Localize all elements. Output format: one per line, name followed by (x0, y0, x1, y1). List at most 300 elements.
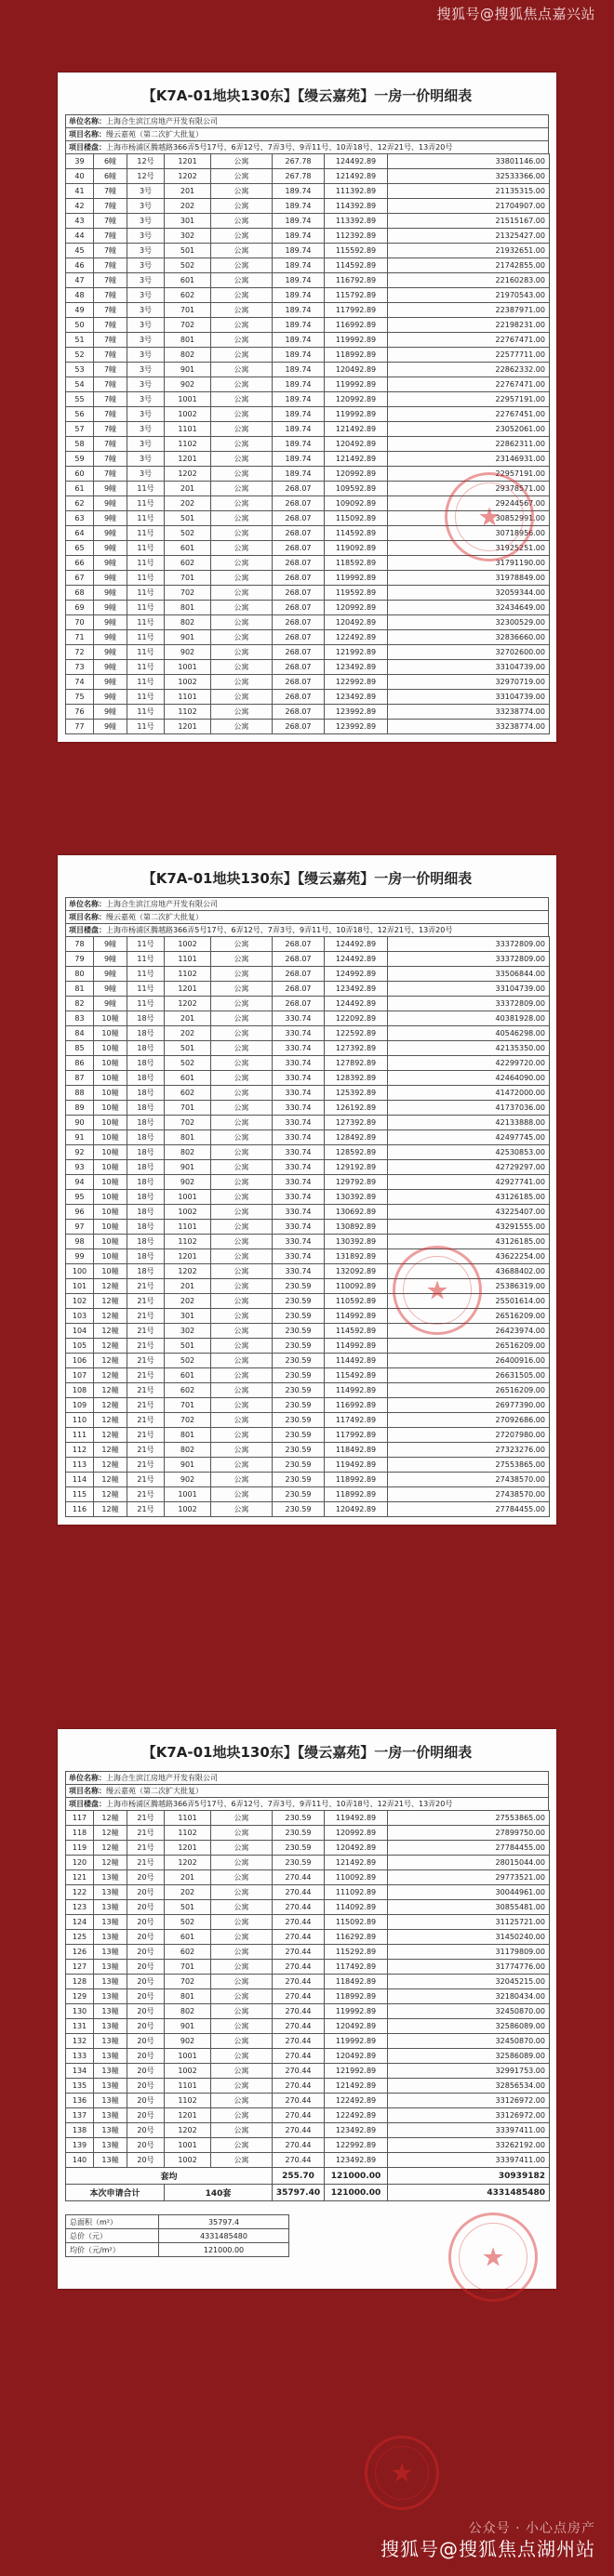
total-row (66, 2185, 550, 2201)
cell-row-index: 138 (66, 2123, 94, 2138)
table-row (66, 660, 550, 675)
cell-unit-price: 119992.89 (325, 377, 388, 392)
cell-usage: 公寓 (211, 199, 273, 214)
cell-usage: 公寓 (211, 997, 273, 1011)
cell-building: 13幢 (94, 2064, 127, 2079)
cell-row-index: 102 (66, 1294, 94, 1309)
table-row (66, 1443, 550, 1458)
cell-room: 702 (165, 1116, 211, 1130)
cell-row-index: 109 (66, 1398, 94, 1413)
cell-usage: 公寓 (211, 511, 273, 526)
cell-total-price: 40381928.00 (388, 1011, 550, 1026)
cell-unit-price: 114592.89 (325, 1324, 388, 1339)
cell-area: 270.44 (273, 2019, 325, 2034)
cell-row-index: 59 (66, 452, 94, 467)
summary-row (66, 2243, 289, 2257)
cell-unit-price: 114992.89 (325, 1383, 388, 1398)
cell-building: 13幢 (94, 2138, 127, 2153)
cell-usage: 公寓 (211, 1975, 273, 1989)
cell-building: 9幢 (94, 526, 127, 541)
cell-total-price: 21742855.00 (388, 258, 550, 273)
cell-row-index: 140 (66, 2153, 94, 2168)
cell-room: 901 (165, 363, 211, 377)
cell-usage: 公寓 (211, 1989, 273, 2004)
cell-unit-price: 125392.89 (325, 1086, 388, 1101)
cell-unit-price: 122492.89 (325, 2108, 388, 2123)
cell-usage: 公寓 (211, 1279, 273, 1294)
cell-area: 330.74 (273, 1056, 325, 1071)
cell-room: 602 (165, 1383, 211, 1398)
table-row (66, 1856, 550, 1870)
average-label: 套均 (66, 2168, 273, 2185)
table-row (66, 1841, 550, 1856)
table-row (66, 690, 550, 705)
project-value: 缦云嘉苑（第二次扩大批复） (106, 913, 203, 921)
cell-doorplate: 3号 (127, 452, 165, 467)
cell-room: 1001 (165, 2049, 211, 2064)
cell-doorplate: 3号 (127, 363, 165, 377)
unit-label: 单位名称： (69, 900, 106, 908)
cell-area: 267.78 (273, 154, 325, 169)
cell-unit-price: 110092.89 (325, 1870, 388, 1885)
cell-doorplate: 21号 (127, 1339, 165, 1354)
cell-building: 10幢 (94, 1190, 127, 1205)
cell-usage: 公寓 (211, 1205, 273, 1220)
table-row (66, 1915, 550, 1930)
cell-doorplate: 3号 (127, 392, 165, 407)
cell-building: 9幢 (94, 645, 127, 660)
cell-row-index: 114 (66, 1473, 94, 1487)
table-row (66, 1190, 550, 1205)
cell-building: 10幢 (94, 1249, 127, 1264)
cell-room: 902 (165, 2034, 211, 2049)
cell-usage: 公寓 (211, 1220, 273, 1235)
table-row (66, 1487, 550, 1502)
cell-building: 13幢 (94, 2108, 127, 2123)
cell-room: 602 (165, 1086, 211, 1101)
cell-room: 501 (165, 1900, 211, 1915)
cell-doorplate: 11号 (127, 660, 165, 675)
cell-unit-price: 114592.89 (325, 526, 388, 541)
cell-total-price: 32836660.00 (388, 630, 550, 645)
cell-area: 267.78 (273, 169, 325, 184)
cell-row-index: 53 (66, 363, 94, 377)
cell-total-price: 42927741.00 (388, 1175, 550, 1190)
cell-doorplate: 3号 (127, 214, 165, 229)
table-row (66, 1041, 550, 1056)
cell-row-index: 125 (66, 1930, 94, 1945)
cell-unit-price: 121492.89 (325, 422, 388, 437)
cell-doorplate: 21号 (127, 1383, 165, 1398)
cell-doorplate: 21号 (127, 1502, 165, 1517)
cell-building: 12幢 (94, 1309, 127, 1324)
cell-room: 1002 (165, 1502, 211, 1517)
cell-row-index: 65 (66, 541, 94, 556)
cell-building: 7幢 (94, 318, 127, 333)
cell-building: 10幢 (94, 1056, 127, 1071)
table-row (66, 720, 550, 734)
cell-room: 602 (165, 556, 211, 571)
cell-total-price: 22767451.00 (388, 407, 550, 422)
cell-row-index: 127 (66, 1960, 94, 1975)
cell-unit-price: 119992.89 (325, 333, 388, 348)
cell-room: 802 (165, 348, 211, 363)
cell-usage: 公寓 (211, 586, 273, 601)
cell-room: 701 (165, 1960, 211, 1975)
cell-doorplate: 21号 (127, 1826, 165, 1841)
cell-unit-price: 114592.89 (325, 258, 388, 273)
cell-doorplate: 18号 (127, 1175, 165, 1190)
cell-doorplate: 21号 (127, 1458, 165, 1473)
cell-area: 230.59 (273, 1398, 325, 1413)
cell-room: 1002 (165, 937, 211, 952)
cell-row-index: 117 (66, 1811, 94, 1826)
cell-building: 9幢 (94, 997, 127, 1011)
cell-row-index: 103 (66, 1309, 94, 1324)
cell-row-index: 75 (66, 690, 94, 705)
cell-unit-price: 119492.89 (325, 1458, 388, 1473)
table-row (66, 1975, 550, 1989)
cell-usage: 公寓 (211, 288, 273, 303)
cell-usage: 公寓 (211, 1324, 273, 1339)
cell-room: 1202 (165, 169, 211, 184)
cell-row-index: 104 (66, 1324, 94, 1339)
cell-unit-price: 119492.89 (325, 1811, 388, 1826)
table-row (66, 244, 550, 258)
table-row (66, 2019, 550, 2034)
cell-doorplate: 18号 (127, 1086, 165, 1101)
cell-total-price: 43622254.00 (388, 1249, 550, 1264)
cell-area: 268.07 (273, 982, 325, 997)
cell-usage: 公寓 (211, 1041, 273, 1056)
building-label: 项目楼盘： (69, 143, 106, 152)
cell-unit-price: 121992.89 (325, 645, 388, 660)
cell-room: 201 (165, 1011, 211, 1026)
cell-area: 268.07 (273, 645, 325, 660)
cell-unit-price: 123992.89 (325, 705, 388, 720)
summary-row (66, 2229, 289, 2243)
cell-row-index: 49 (66, 303, 94, 318)
cell-room: 1101 (165, 2079, 211, 2094)
cell-usage: 公寓 (211, 1870, 273, 1885)
cell-unit-price: 111392.89 (325, 184, 388, 199)
cell-room: 701 (165, 1101, 211, 1116)
cell-unit-price: 115592.89 (325, 244, 388, 258)
cell-room: 1002 (165, 675, 211, 690)
cell-usage: 公寓 (211, 363, 273, 377)
cell-area: 189.74 (273, 467, 325, 482)
cell-building: 12幢 (94, 1339, 127, 1354)
cell-area: 189.74 (273, 244, 325, 258)
cell-room: 1202 (165, 2123, 211, 2138)
cell-row-index: 74 (66, 675, 94, 690)
cell-unit-price: 124492.89 (325, 952, 388, 967)
cell-room: 1201 (165, 1841, 211, 1856)
cell-building: 10幢 (94, 1026, 127, 1041)
cell-row-index: 42 (66, 199, 94, 214)
cell-area: 268.07 (273, 526, 325, 541)
cell-unit-price: 127892.89 (325, 1056, 388, 1071)
cell-usage: 公寓 (211, 1443, 273, 1458)
cell-usage: 公寓 (211, 1811, 273, 1826)
cell-unit-price: 115792.89 (325, 288, 388, 303)
cell-usage: 公寓 (211, 258, 273, 273)
cell-row-index: 71 (66, 630, 94, 645)
cell-building: 10幢 (94, 1071, 127, 1086)
cell-room: 602 (165, 1945, 211, 1960)
cell-total-price: 33126972.00 (388, 2108, 550, 2123)
cell-doorplate: 3号 (127, 422, 165, 437)
cell-room: 902 (165, 1175, 211, 1190)
cell-room: 502 (165, 258, 211, 273)
cell-doorplate: 21号 (127, 1487, 165, 1502)
cell-usage: 公寓 (211, 675, 273, 690)
cell-area: 270.44 (273, 1975, 325, 1989)
summary-table (65, 2214, 289, 2257)
cell-doorplate: 20号 (127, 2153, 165, 2168)
cell-usage: 公寓 (211, 615, 273, 630)
cell-usage: 公寓 (211, 526, 273, 541)
table-row (66, 1339, 550, 1354)
cell-row-index: 133 (66, 2049, 94, 2064)
cell-doorplate: 3号 (127, 184, 165, 199)
cell-unit-price: 128592.89 (325, 1145, 388, 1160)
cell-doorplate: 21号 (127, 1443, 165, 1458)
cell-total-price: 22862311.00 (388, 437, 550, 452)
table-row (66, 169, 550, 184)
cell-room: 301 (165, 214, 211, 229)
cell-usage: 公寓 (211, 2034, 273, 2049)
cell-doorplate: 18号 (127, 1249, 165, 1264)
cell-usage: 公寓 (211, 392, 273, 407)
cell-room: 901 (165, 1160, 211, 1175)
cell-total-price: 21325427.00 (388, 229, 550, 244)
cell-usage: 公寓 (211, 630, 273, 645)
cell-usage: 公寓 (211, 1502, 273, 1517)
cell-area: 330.74 (273, 1116, 325, 1130)
cell-doorplate: 11号 (127, 541, 165, 556)
watermark-bottom-text: 搜狐号@搜狐焦点湖州站 (380, 2538, 595, 2560)
cell-room: 502 (165, 1056, 211, 1071)
table-row (66, 1428, 550, 1443)
cell-room: 201 (165, 1870, 211, 1885)
cell-unit-price: 118492.89 (325, 1443, 388, 1458)
cell-usage: 公寓 (211, 1249, 273, 1264)
cell-usage: 公寓 (211, 1145, 273, 1160)
cell-row-index: 132 (66, 2034, 94, 2049)
cell-area: 230.59 (273, 1368, 325, 1383)
cell-building: 10幢 (94, 1264, 127, 1279)
cell-unit-price: 120992.89 (325, 1826, 388, 1841)
cell-area: 268.07 (273, 615, 325, 630)
table-row (66, 586, 550, 601)
cell-total-price: 31774776.00 (388, 1960, 550, 1975)
table-row (66, 2138, 550, 2153)
cell-room: 502 (165, 1915, 211, 1930)
cell-total-price: 33372809.00 (388, 997, 550, 1011)
cell-unit-price: 120492.89 (325, 363, 388, 377)
cell-unit-price: 114992.89 (325, 1309, 388, 1324)
cell-unit-price: 118992.89 (325, 1487, 388, 1502)
cell-unit-price: 124492.89 (325, 154, 388, 169)
cell-usage: 公寓 (211, 482, 273, 496)
table-row (66, 1011, 550, 1026)
cell-building: 9幢 (94, 967, 127, 982)
cell-total-price: 21515167.00 (388, 214, 550, 229)
summary-value: 121000.00 (159, 2243, 289, 2257)
cell-doorplate: 3号 (127, 318, 165, 333)
cell-unit-price: 120492.89 (325, 1502, 388, 1517)
cell-unit-price: 121992.89 (325, 2064, 388, 2079)
average-total: 30939182 (388, 2168, 550, 2185)
cell-building: 13幢 (94, 2079, 127, 2094)
project-label: 项目名称： (69, 130, 106, 139)
cell-doorplate: 18号 (127, 1056, 165, 1071)
cell-total-price: 33397411.00 (388, 2123, 550, 2138)
cell-building: 13幢 (94, 1900, 127, 1915)
cell-row-index: 43 (66, 214, 94, 229)
cell-usage: 公寓 (211, 1116, 273, 1130)
cell-building: 9幢 (94, 705, 127, 720)
table-row (66, 1900, 550, 1915)
cell-usage: 公寓 (211, 407, 273, 422)
cell-usage: 公寓 (211, 1056, 273, 1071)
cell-doorplate: 3号 (127, 467, 165, 482)
building-label: 项目楼盘： (69, 1800, 106, 1808)
cell-room: 1202 (165, 997, 211, 1011)
table-row (66, 273, 550, 288)
cell-area: 330.74 (273, 1175, 325, 1190)
unit-row (65, 114, 549, 127)
cell-unit-price: 117992.89 (325, 303, 388, 318)
cell-usage: 公寓 (211, 437, 273, 452)
cell-building: 7幢 (94, 303, 127, 318)
cell-unit-price: 123492.89 (325, 660, 388, 675)
table-row (66, 675, 550, 690)
cell-total-price: 41737036.00 (388, 1101, 550, 1116)
cell-unit-price: 126192.89 (325, 1101, 388, 1116)
cell-building: 9幢 (94, 511, 127, 526)
cell-row-index: 120 (66, 1856, 94, 1870)
cell-usage: 公寓 (211, 1086, 273, 1101)
table-row (66, 1413, 550, 1428)
cell-total-price: 21135315.00 (388, 184, 550, 199)
cell-unit-price: 115492.89 (325, 1368, 388, 1383)
cell-row-index: 126 (66, 1945, 94, 1960)
cell-building: 12幢 (94, 1502, 127, 1517)
cell-area: 330.74 (273, 1235, 325, 1249)
table-row (66, 1383, 550, 1398)
cell-room: 1102 (165, 2094, 211, 2108)
cell-unit-price: 119992.89 (325, 407, 388, 422)
cell-row-index: 93 (66, 1160, 94, 1175)
cell-row-index: 78 (66, 937, 94, 952)
cell-usage: 公寓 (211, 318, 273, 333)
cell-doorplate: 21号 (127, 1368, 165, 1383)
total-unit-price: 121000.00 (325, 2185, 388, 2201)
cell-room: 802 (165, 2004, 211, 2019)
cell-usage: 公寓 (211, 660, 273, 675)
cell-total-price: 43126185.00 (388, 1235, 550, 1249)
cell-row-index: 58 (66, 437, 94, 452)
cell-doorplate: 3号 (127, 377, 165, 392)
cell-area: 268.07 (273, 541, 325, 556)
cell-unit-price: 130892.89 (325, 1220, 388, 1235)
cell-doorplate: 20号 (127, 1945, 165, 1960)
cell-usage: 公寓 (211, 154, 273, 169)
cell-room: 1201 (165, 154, 211, 169)
summary-value: 4331485480 (159, 2229, 289, 2243)
cell-doorplate: 11号 (127, 556, 165, 571)
cell-usage: 公寓 (211, 273, 273, 288)
cell-unit-price: 132092.89 (325, 1264, 388, 1279)
table-row (66, 1989, 550, 2004)
building-row (65, 140, 549, 153)
cell-total-price: 33397411.00 (388, 2153, 550, 2168)
cell-total-price: 32856534.00 (388, 2079, 550, 2094)
cell-total-price: 30852991.00 (388, 511, 550, 526)
cell-building: 13幢 (94, 1870, 127, 1885)
cell-row-index: 128 (66, 1975, 94, 1989)
table-row (66, 1885, 550, 1900)
cell-doorplate: 18号 (127, 1205, 165, 1220)
table-row (66, 571, 550, 586)
cell-doorplate: 18号 (127, 1145, 165, 1160)
sheet-meta (65, 114, 549, 153)
table-row (66, 452, 550, 467)
table-row (66, 1354, 550, 1368)
cell-unit-price: 119992.89 (325, 2004, 388, 2019)
price-table (65, 1810, 550, 2201)
cell-row-index: 70 (66, 615, 94, 630)
cell-total-price: 32180434.00 (388, 1989, 550, 2004)
cell-area: 230.59 (273, 1339, 325, 1354)
cell-doorplate: 3号 (127, 288, 165, 303)
cell-building: 12幢 (94, 1458, 127, 1473)
table-row (66, 407, 550, 422)
cell-area: 189.74 (273, 214, 325, 229)
cell-unit-price: 115092.89 (325, 511, 388, 526)
cell-total-price: 22198231.00 (388, 318, 550, 333)
cell-area: 268.07 (273, 496, 325, 511)
cell-room: 202 (165, 1026, 211, 1041)
cell-row-index: 45 (66, 244, 94, 258)
cell-total-price: 23052061.00 (388, 422, 550, 437)
cell-total-price: 42135350.00 (388, 1041, 550, 1056)
cell-total-price: 33372809.00 (388, 937, 550, 952)
cell-total-price: 32045215.00 (388, 1975, 550, 1989)
cell-area: 230.59 (273, 1811, 325, 1826)
cell-usage: 公寓 (211, 720, 273, 734)
cell-room: 1101 (165, 1811, 211, 1826)
cell-row-index: 41 (66, 184, 94, 199)
cell-doorplate: 20号 (127, 1885, 165, 1900)
cell-building: 7幢 (94, 199, 127, 214)
cell-unit-price: 110592.89 (325, 1294, 388, 1309)
cell-row-index: 55 (66, 392, 94, 407)
cell-area: 189.74 (273, 318, 325, 333)
cell-unit-price: 112392.89 (325, 229, 388, 244)
cell-building: 10幢 (94, 1160, 127, 1175)
cell-building: 10幢 (94, 1205, 127, 1220)
cell-row-index: 57 (66, 422, 94, 437)
cell-room: 501 (165, 244, 211, 258)
cell-doorplate: 18号 (127, 1264, 165, 1279)
table-row (66, 288, 550, 303)
cell-total-price: 26631505.00 (388, 1368, 550, 1383)
table-row (66, 2004, 550, 2019)
cell-room: 702 (165, 318, 211, 333)
